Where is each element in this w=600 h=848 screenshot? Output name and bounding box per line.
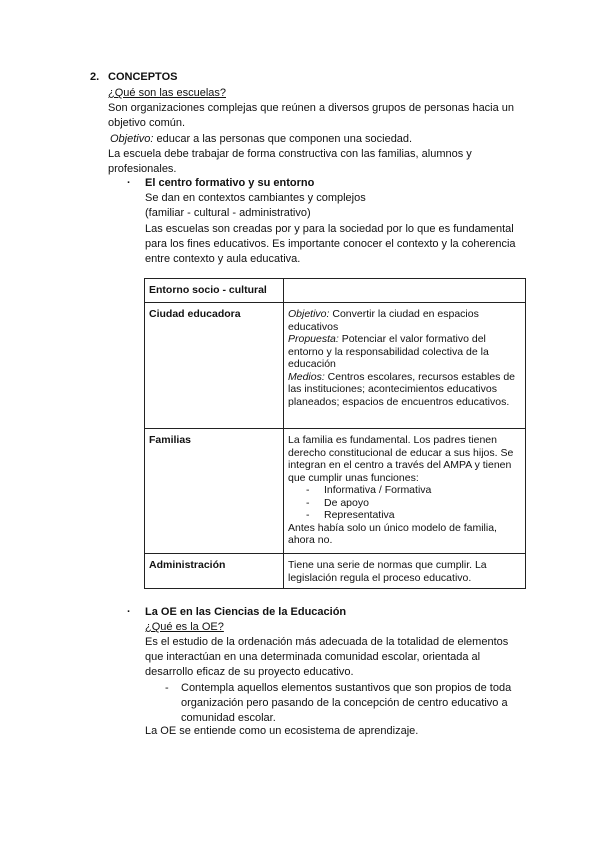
bullet: · [127, 177, 131, 189]
function-item: - Informativa / Formativa [306, 484, 432, 496]
bullet: · [127, 606, 131, 618]
paragraph-line: organización pero pasando de la concepción de centro educativo a [181, 697, 508, 709]
paragraph-line: para los fines educativos. Es importante conocer el contexto y la coherencia [145, 238, 516, 250]
row-content [284, 429, 526, 554]
row-content [284, 303, 526, 429]
medios-text: Centros escolares, recursos estables de las instituciones; acontecimientos educativos planeados; espacios de encuentros educativos. [288, 370, 516, 408]
objective-label: Objetivo: [110, 133, 154, 145]
paragraph-line: (familiar - cultural - administrativo) [145, 207, 311, 219]
function-label: Informativa / Formativa [324, 484, 432, 496]
function-item: - Representativa [306, 509, 395, 521]
section-title: CONCEPTOS [108, 71, 178, 83]
paragraph-line: Son organizaciones complejas que reúnen a diversos grupos de personas hacia un [108, 102, 515, 114]
paragraph-line: objetivo común. [108, 117, 186, 129]
familias-text: La familia es fundamental. Los padres tienen derecho constitucional de educar a sus hijos. Se integran en el centro a través del AMPA y tienen que cumplir unas funciones: [288, 434, 514, 484]
row-label: Familias [145, 429, 284, 554]
table-row [145, 303, 526, 429]
row-content: Tiene una serie de normas que cumplir. La legislación regula el proceso educativo. [284, 554, 526, 589]
function-label: De apoyo [324, 496, 369, 509]
medios-label: Medios: [288, 370, 325, 383]
subsection-title: La OE en las Ciencias de la Educación [145, 606, 347, 618]
table-header-cell: Entorno socio - cultural [145, 279, 284, 303]
closing-line: La OE se entiende como un ecosistema de aprendizaje. [145, 725, 419, 737]
paragraph-line: desarrollo eficaz de su proyecto educativo. [145, 666, 354, 678]
table-row [145, 279, 526, 303]
objetivo-text: Convertir la ciudad en espacios educativos [288, 308, 479, 333]
table-row [145, 429, 526, 554]
paragraph-line: La escuela debe trabajar de forma constructiva con las familias, alumnos y [108, 148, 472, 160]
propuesta-label: Propuesta: [288, 333, 339, 345]
objective-line [110, 132, 412, 147]
paragraph-line: entre contexto y aula educativa. [145, 253, 301, 265]
table-header-empty [284, 279, 526, 303]
objective-text: educar a las personas que componen una sociedad. [153, 133, 413, 145]
objetivo-label: Objetivo: [288, 308, 330, 320]
question-heading: ¿Qué es la OE? [145, 621, 224, 633]
environment-table [144, 278, 526, 589]
function-label: Representativa [324, 509, 395, 521]
subsection-title: El centro formativo y su entorno [145, 177, 315, 189]
paragraph-line: Contempla aquellos elementos sustantivos que son propios de toda [181, 682, 512, 694]
familias-closing: Antes había solo un único modelo de familia, ahora no. [288, 521, 497, 546]
section-number: 2. [90, 71, 100, 83]
paragraph-line: Se dan en contextos cambiantes y complejos [145, 192, 366, 204]
function-item: - De apoyo [306, 496, 369, 509]
paragraph-line: Es el estudio de la ordenación más adecuada de la totalidad de elementos [145, 636, 509, 648]
paragraph-line: comunidad escolar. [181, 712, 276, 724]
row-label: Ciudad educadora [145, 303, 284, 429]
paragraph-line: que interactúan en una determinada comunidad escolar, orientada al [145, 651, 481, 663]
row-label: Administración [145, 554, 284, 589]
sub-bullet: - [165, 682, 169, 694]
propuesta-text: Potenciar el valor formativo del entorno y la responsabilidad colectiva de la educación [288, 333, 489, 370]
table-row [145, 554, 526, 589]
question-heading: ¿Qué son las escuelas? [108, 87, 227, 99]
paragraph-line: Las escuelas son creadas por y para la sociedad por lo que es fundamental [145, 223, 514, 235]
paragraph-line: profesionales. [108, 163, 177, 175]
